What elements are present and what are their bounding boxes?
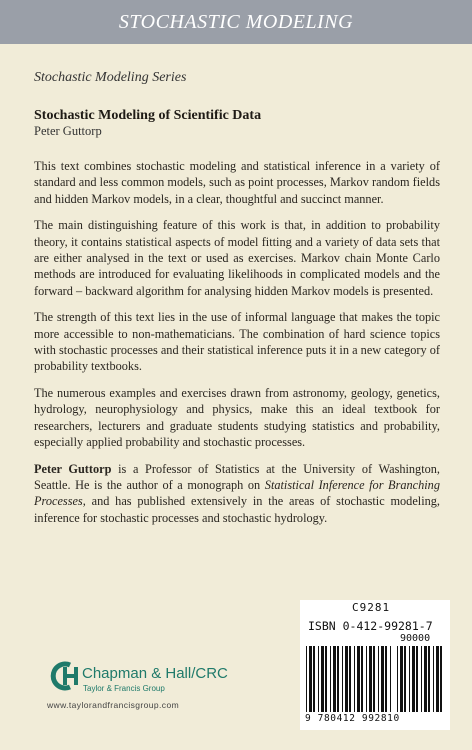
ean-barcode [306,646,394,712]
publisher-url: www.taylorandfrancisgroup.com [47,700,180,710]
book-title: Stochastic Modeling of Scientific Data [34,108,262,123]
isbn-label: ISBN 0-412-99281-7 [308,619,433,633]
description-paragraph-3: The strength of this text lies in the use of informal language that makes the topic more accessible to non-mathematicians. The combination of hard science topics with stochastic processes and their statistical inference puts it in a new category of probability textbooks. [34,310,440,374]
book-author: Peter Guttorp [34,124,102,138]
series-banner: STOCHASTIC MODELING [0,0,472,44]
publisher-name: Chapman & Hall/CRC [82,665,228,682]
monograph-title: Statistical Inference for Branching Processes [34,477,440,509]
publisher-group: Taylor & Francis Group [83,684,165,693]
ean-digits: 9 780412 992810 [305,713,400,724]
author-bio-text-1: is a Professor of Statistics at the University of Washington, Seattle. He is the author of a monograph on [34,461,440,492]
author-bio-text-2: , and has published extensively in the areas of stochastic modeling, inference for stochastic processes and stochastic hydrology. [34,494,440,525]
description-paragraph-2: The main distinguishing feature of this work is that, in addition to probability theory, it contains statistical aspects of model fitting and a variety of data sets that are either analysed in the text or used as exercises. Markov chain Monte Carlo methods are introduced for evaluating likelihoods in complicated models and the forward – backward algorithm for analysing hidden Markov models is presented. [34,218,440,298]
series-name: Stochastic Modeling Series [34,70,187,85]
author-bio-name: Peter Guttorp [34,461,112,476]
publisher-logo-icon [46,660,80,692]
author-bio [34,461,440,527]
description [34,158,440,526]
price-code: 90000 [400,633,431,644]
description-paragraph-1: This text combines stochastic modeling and statistical inference in a variety of standard and less common models, such as point processes, Markov random fields and hidden Markov models, in a clear, thoughtful and succinct manner. [34,159,440,206]
description-paragraph-4: The numerous examples and exercises drawn from astronomy, geology, genetics, hydrology, neurophysiology and physics, make this an ideal textbook for researchers, lecturers and graduate students studying statistics and probability, especially applied probability and stochastic processes. [34,385,440,450]
price-barcode [397,646,445,712]
catalog-code: C9281 [352,601,391,614]
